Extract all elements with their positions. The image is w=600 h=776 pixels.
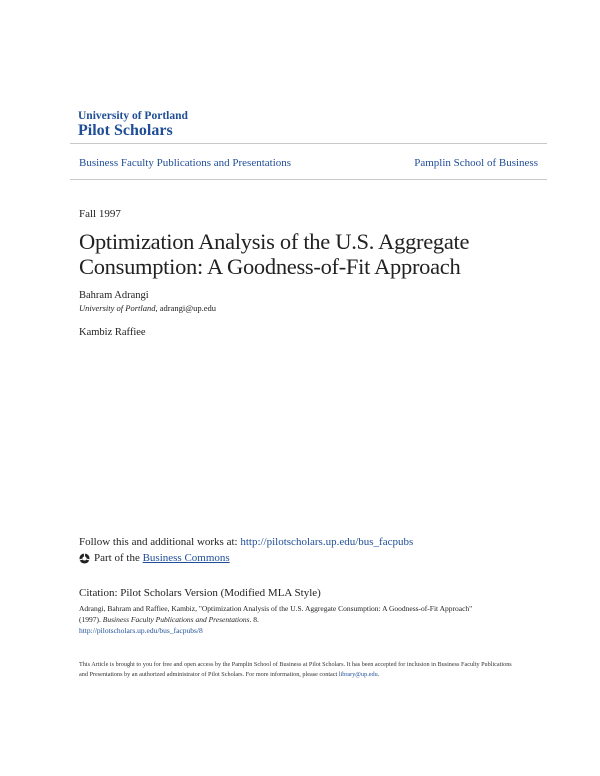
business-commons-link[interactable]: Business Commons bbox=[142, 552, 230, 564]
publication-date: Fall 1997 bbox=[79, 208, 121, 220]
follow-prefix: Follow this and additional works at: bbox=[79, 536, 238, 548]
part-of-line bbox=[79, 552, 230, 564]
access-notice bbox=[79, 660, 519, 680]
author-name: Bahram Adrangi bbox=[79, 290, 149, 301]
citation-heading: Citation: Pilot Scholars Version (Modified MLA Style) bbox=[79, 587, 321, 599]
citation-source bbox=[79, 614, 539, 625]
citation-series: Business Faculty Publications and Presentations bbox=[102, 615, 250, 624]
university-name[interactable]: University of Portland bbox=[78, 110, 188, 122]
citation-number: . 8. bbox=[249, 615, 259, 624]
nav-divider bbox=[70, 179, 547, 180]
notice-text: This Article is brought to you for free and open access by the Pamplin School of Business at Pilot Scholars. It has been accepted for inclusion in Business Faculty Publications and Presentations by an authorized administrator of Pilot Scholars. For more information, please contact bbox=[79, 661, 512, 678]
author-affiliation bbox=[79, 303, 216, 313]
affiliation-separator: , bbox=[155, 303, 160, 313]
article-url-link[interactable]: http://pilotscholars.up.edu/bus_facpubs/8 bbox=[79, 626, 203, 635]
author-email[interactable]: adrangi@up.edu bbox=[159, 303, 216, 313]
article-title: Optimization Analysis of the U.S. Aggregate Consumption: A Goodness-of-Fit Approach bbox=[79, 229, 470, 279]
collection-url-link[interactable]: http://pilotscholars.up.edu/bus_facpubs bbox=[240, 536, 414, 548]
header-divider bbox=[70, 143, 547, 144]
commons-network-icon bbox=[79, 553, 90, 564]
follow-line bbox=[79, 536, 413, 548]
author-name: Kambiz Raffiee bbox=[79, 327, 146, 338]
notice-end: . bbox=[377, 671, 380, 678]
citation-text bbox=[79, 603, 539, 636]
citation-line: Adrangi, Bahram and Raffiee, Kambiz, "Optimization Analysis of the U.S. Aggregate Consumption: A Goodness-of-Fit Approach" bbox=[79, 604, 473, 613]
library-email-link[interactable]: library@up.edu bbox=[338, 671, 378, 678]
part-of-prefix: Part of the bbox=[94, 552, 140, 564]
collection-link[interactable]: Business Faculty Publications and Presentations bbox=[79, 157, 292, 169]
affiliation-institution: University of Portland bbox=[79, 303, 156, 313]
school-link[interactable]: Pamplin School of Business bbox=[414, 157, 538, 169]
citation-year: (1997). bbox=[79, 615, 101, 624]
site-name[interactable]: Pilot Scholars bbox=[78, 122, 173, 139]
